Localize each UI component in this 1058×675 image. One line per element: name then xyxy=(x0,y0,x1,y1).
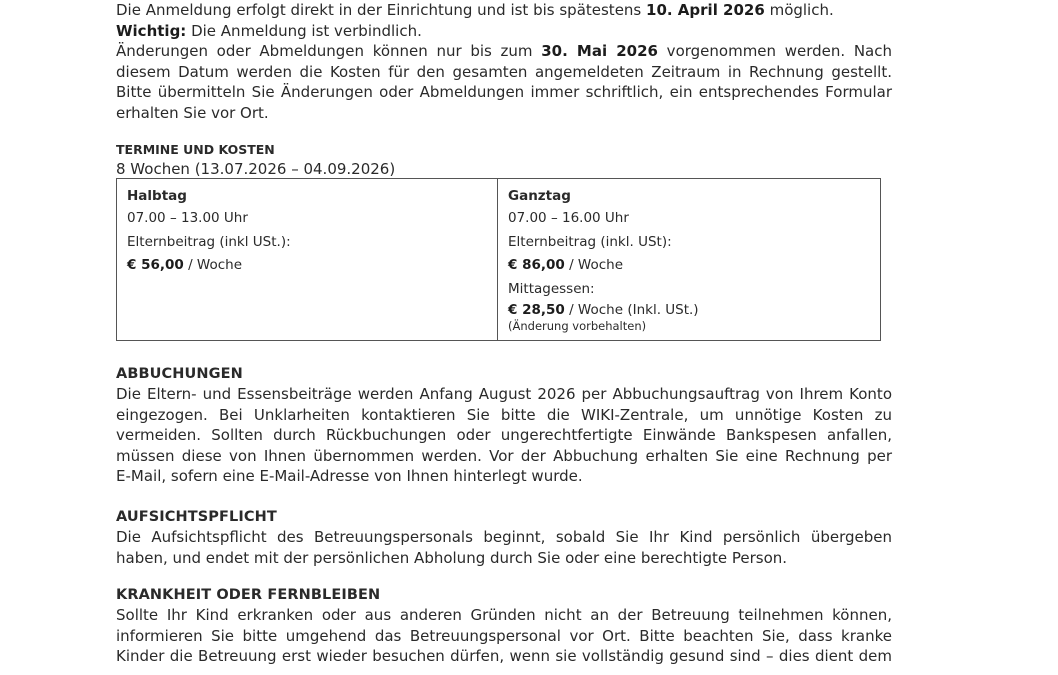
change-reserved-note: (Änderung vorbehalten) xyxy=(508,319,647,333)
table-row xyxy=(117,179,881,341)
halbtag-cell xyxy=(117,179,498,341)
paragraph-line: erhalten Sie vor Ort. xyxy=(116,103,269,122)
krankheit-section xyxy=(116,585,892,667)
lunch-label: Mittagessen: xyxy=(508,280,595,297)
paragraph-line: Bitte übermitteln Sie Änderungen oder Abmeldungen immer schriftlich, ein entsprechendes Formular xyxy=(116,83,892,101)
price-unit: / Woche (Inkl. USt.) xyxy=(564,302,699,318)
paragraph-line: haben, und endet mit der persönlichen Abholung durch Sie oder eine berechtigte Person. xyxy=(116,548,788,567)
halbtag-title: Halbtag xyxy=(127,188,187,204)
aufsicht-heading: AUFSICHTSPFLICHT xyxy=(116,509,277,525)
ganztag-cell xyxy=(498,179,881,341)
change-deadline-line xyxy=(116,41,892,62)
registration-deadline-date: 10. April 2026 xyxy=(646,1,765,19)
halbtag-price: € 56,00 xyxy=(127,257,184,273)
costs-table xyxy=(116,178,881,341)
krankheit-heading: KRANKHEIT ODER FERNBLEIBEN xyxy=(116,587,381,603)
binding-notice-line xyxy=(116,21,892,42)
ganztag-fee-label: Elternbeitrag (inkl. USt): xyxy=(508,233,672,250)
text-span: möglich. xyxy=(764,1,834,19)
registration-deadline-line xyxy=(116,0,892,21)
price-unit: / Woche xyxy=(564,257,624,273)
lunch-price: € 28,50 xyxy=(508,302,565,318)
costs-heading: TERMINE UND KOSTEN xyxy=(116,142,275,157)
paragraph-line: diesem Datum werden die Kosten für den gesamten angemeldeten Zeitraum in Rechnung gestellt. xyxy=(116,62,892,81)
aufsicht-section xyxy=(116,507,892,568)
change-deadline-date: 30. Mai 2026 xyxy=(541,42,658,60)
registration-section xyxy=(116,0,892,123)
halbtag-price-line xyxy=(127,254,487,278)
paragraph-line: Sollte Ihr Kind erkranken oder aus anderen Gründen nicht an der Betreuung teilnehmen können, xyxy=(116,606,892,624)
paragraph-line: müssen diese von Ihnen übernommen werden. Vor der Abbuchung erhalten Sie eine Rechnung per xyxy=(116,446,892,465)
ganztag-price-line xyxy=(508,254,870,278)
ganztag-title: Ganztag xyxy=(508,188,571,204)
text-span: Die Anmeldung erfolgt direkt in der Einrichtung und ist bis spätestens xyxy=(116,1,647,19)
price-unit: / Woche xyxy=(183,257,243,273)
paragraph-line: informieren Sie bitte umgehend das Betreuungspersonal vor Ort. Bitte beachten Sie, dass kranke xyxy=(116,626,892,645)
ganztag-price: € 86,00 xyxy=(508,257,565,273)
important-label: Wichtig: xyxy=(116,21,187,40)
abbuchungen-heading: ABBUCHUNGEN xyxy=(116,366,243,382)
paragraph-line: eingezogen. Bei Unklarheiten kontaktieren Sie bitte die WIKI-Zentrale, um unnötige Kosten zu xyxy=(116,405,892,424)
lunch-price-line xyxy=(508,301,870,320)
period-text: 8 Wochen (13.07.2026 – 04.09.2026) xyxy=(116,160,396,178)
paragraph-line: Kinder die Betreuung erst wieder besuchen dürfen, wenn sie vollständig gesund sind – dies dient dem xyxy=(116,647,892,665)
text-span: Änderungen oder Abmeldungen können nur bis zum xyxy=(116,42,542,60)
halbtag-fee-label: Elternbeitrag (inkl USt.): xyxy=(127,233,291,250)
paragraph-line: vermeiden. Sollten durch Rückbuchungen oder ungerechtfertigte Einwände Bankspesen anfallen, xyxy=(116,426,892,444)
abbuchungen-section xyxy=(116,364,892,487)
halbtag-time: 07.00 – 13.00 Uhr xyxy=(127,210,248,226)
ganztag-time: 07.00 – 16.00 Uhr xyxy=(508,210,629,226)
paragraph-line: Die Aufsichtspflicht des Betreuungspersonals beginnt, sobald Sie Ihr Kind persönlich übergeben xyxy=(116,528,892,546)
text-span: vorgenommen werden. Nach xyxy=(658,42,892,60)
paragraph-line: Die Eltern- und Essensbeiträge werden Anfang August 2026 per Abbuchungsauftrag von Ihrem Konto xyxy=(116,385,892,403)
text-span: Die Anmeldung ist verbindlich. xyxy=(186,21,422,40)
paragraph-line: E-Mail, sofern eine E-Mail-Adresse von Ihnen hinterlegt wurde. xyxy=(116,467,583,485)
